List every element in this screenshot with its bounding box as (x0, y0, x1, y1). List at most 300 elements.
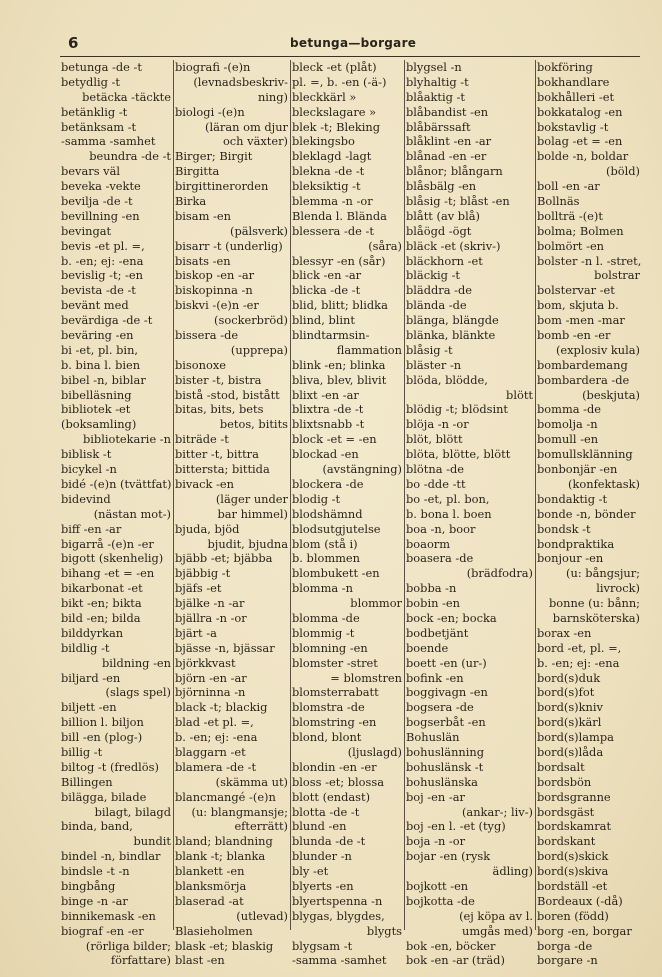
entry-line: bevärdiga -de -t (61, 313, 153, 328)
page-number: 6 (68, 34, 79, 52)
entry-line: blemma -n -or (292, 194, 373, 209)
entry-line: blygsam -t (292, 938, 353, 953)
entry-line: flammation (336, 342, 402, 357)
entry-line: bock -en; bocka (406, 610, 497, 625)
entry-line: bonne (u: bånn; (548, 596, 640, 611)
entry-line: livrock) (596, 581, 640, 596)
entry-line: blygsel -n (406, 60, 462, 74)
entry-line: bill -en (plog-) (61, 730, 143, 745)
entry-line: betänklig -t (61, 104, 128, 119)
entry-line: bar himmel) (217, 506, 288, 521)
entry-line: bondaktig -t (537, 491, 608, 506)
entry-line: boasera -de (406, 551, 474, 566)
entry-line: boja -n -or (406, 834, 466, 849)
entry-line: bjudit, bjudna (207, 536, 288, 551)
entry-line: bistå -stod, bistått (175, 387, 280, 402)
entry-line: blick -en -ar (292, 268, 362, 283)
entry-line: björninna -n (175, 685, 246, 700)
entry-line: bläckig -t (406, 268, 460, 283)
entry-line: bokhandlare (537, 74, 610, 89)
entry-line: (ljuslagd) (347, 744, 402, 759)
entry-line: bohuslänska (406, 774, 478, 789)
entry-line: bordsgäst (537, 804, 595, 819)
entry-line: blunda -de -t (292, 834, 366, 849)
entry-line: bolmört -en (537, 238, 605, 253)
entry-line: Bollnäs (537, 194, 580, 209)
entry-line: bevingat (61, 223, 112, 238)
entry-line: beundra -de -t (89, 149, 171, 164)
entry-line: blankett -en (175, 864, 245, 879)
entry-line: (ankar-; liv-) (461, 804, 533, 819)
entry-line: borgare -n (537, 953, 598, 968)
entry-line: billion l. biljon (61, 715, 144, 730)
entry-line: bister -t, bistra (175, 372, 262, 387)
entry-line: umgås med) (462, 923, 533, 938)
entry-line: b. -en; ej: -ena (61, 253, 144, 268)
entry-line: (såra) (368, 238, 402, 253)
entry-line: biltog -t (fredlös) (61, 759, 159, 774)
entry-line: bord(s)duk (537, 670, 601, 685)
entry-line: bigott (skenhelig) (61, 551, 164, 566)
entry-line: bjälke -n -ar (175, 596, 245, 611)
running-title: betunga—borgare (290, 36, 417, 50)
entry-line: bodbetjänt (406, 625, 469, 640)
entry-line: biff -en -ar (61, 521, 122, 536)
entry-line: binda, band, (61, 819, 133, 834)
entry-line: blotta -de -t (292, 804, 360, 819)
entry-line: blamera -de -t (175, 759, 257, 774)
entry-line: blöja -n -or (406, 417, 469, 432)
entry-line: biskop -en -ar (175, 268, 255, 283)
word-column-1 (60, 60, 174, 968)
entry-line: bord(s)kniv (537, 700, 603, 715)
entry-line: bomull -en (537, 432, 599, 447)
entry-line: blixtra -de -t (292, 402, 364, 417)
entry-line: borax -en (537, 625, 592, 640)
entry-line: blomning -en (292, 640, 368, 655)
entry-line: bland; blandning (175, 834, 273, 849)
entry-line: bomolja -n (537, 417, 598, 432)
entry-line: blanksmörja (175, 878, 247, 893)
entry-line: blank -t; blanka (175, 849, 266, 864)
entry-line: boende (406, 640, 449, 655)
entry-line: bolstervar -et (537, 283, 615, 298)
entry-line: blomstra -de (292, 700, 365, 715)
entry-line: biologi -(e)n (175, 104, 245, 119)
entry-line: binnikemask -en (61, 908, 156, 923)
entry-line: blancmangé -(e)n (175, 789, 276, 804)
entry-line: blomma -de (292, 610, 360, 625)
entry-line: blånad -en -er (406, 149, 487, 164)
entry-line: bjäfs -et (175, 581, 222, 596)
entry-line: blast -en (175, 953, 225, 968)
entry-line: betos, bitits (219, 417, 288, 432)
entry-line: blaggarn -et (175, 744, 246, 759)
entry-line: b. bina l. bien (61, 357, 141, 372)
entry-line: Bohuslän (406, 730, 460, 745)
entry-line: (avstängning) (322, 462, 402, 477)
entry-line: bittersta; bittida (175, 462, 270, 477)
entry-line: billig -t (61, 744, 103, 759)
entry-line: blända -de (406, 298, 467, 313)
entry-line: bjällra -n -or (175, 610, 247, 625)
entry-line: blåbärssaft (406, 119, 471, 134)
entry-line: betydlig -t (61, 74, 120, 89)
entry-line: b. -en; ej: -ena (537, 655, 620, 670)
entry-line: bevislig -t; -en (61, 268, 143, 283)
entry-line: blött (506, 387, 533, 402)
entry-line: bombardera -de (537, 372, 630, 387)
entry-line: (utlevad) (236, 908, 288, 923)
entry-line: bevillning -en (61, 208, 140, 223)
entry-line: bomma -de (537, 402, 602, 417)
entry-line: bolstrar (594, 268, 640, 283)
entry-line: bondpraktika (537, 536, 615, 551)
entry-line: bindsle -t -n (61, 864, 130, 879)
entry-line: bolde -n, boldar (537, 149, 629, 164)
entry-line: black -t; blackig (175, 700, 268, 715)
entry-line: boj -en -ar (406, 789, 465, 804)
entry-line: bläster -n (406, 357, 462, 372)
entry-line: bibliotekarie -n (82, 432, 171, 447)
entry-line: bolster -n l. -stret, (537, 253, 642, 268)
entry-line: bojar -en (rysk (406, 849, 491, 864)
entry-line: -samma -samhet (292, 953, 387, 968)
entry-line: blöta, blötte, blött (406, 447, 511, 462)
entry-line: blad -et pl. =, (175, 715, 254, 730)
entry-line: b. bona l. boen (406, 506, 492, 521)
entry-line: bordsalt (537, 759, 585, 774)
entry-line: blessyr -en (sår) (292, 253, 386, 268)
entry-line: bly -et (292, 864, 329, 879)
entry-line: Blenda l. Blända (292, 208, 387, 223)
entry-line: blödig -t; blödsint (406, 402, 509, 417)
entry-line: blåögd -ögt (406, 223, 472, 238)
entry-line: bord(s)fot (537, 685, 595, 700)
entry-line: blyerts -en (292, 878, 354, 893)
entry-line: blyertspenna -n (292, 893, 383, 908)
entry-line: bibliotek -et (61, 402, 131, 417)
entry-line: bivack -en (175, 476, 234, 491)
word-column-4 (405, 60, 536, 968)
entry-line: (boksamling) (61, 417, 137, 432)
entry-line: bidé -(e)n (tvättfat) (61, 476, 172, 491)
entry-line: pl. =, b. -en (-ä-) (292, 74, 387, 89)
entry-line: binge -n -ar (61, 893, 128, 908)
entry-line: bojkott -en (406, 878, 469, 893)
entry-line: bonde -n, bönder (537, 506, 636, 521)
entry-line: bjärt -a (175, 625, 217, 640)
entry-line: (sockerbröd) (214, 313, 288, 328)
entry-line: bicykel -n (61, 462, 117, 477)
entry-line: blek -t; Bleking (292, 119, 381, 134)
entry-line: bisarr -t (underlig) (175, 238, 283, 253)
entry-line: = blomstren (330, 670, 402, 685)
entry-line: bonjour -en (537, 551, 604, 566)
entry-line: bevista -de -t (61, 283, 136, 298)
entry-line: bleksiktig -t (292, 179, 361, 194)
entry-line: bläck -et (skriv-) (406, 238, 501, 253)
entry-line: biljard -en (61, 670, 121, 685)
entry-line: bleck -et (plåt) (292, 60, 377, 74)
entry-line: bok -en -ar (träd) (406, 953, 505, 968)
entry-line: bevars väl (61, 164, 121, 179)
entry-line: (konfektask) (568, 476, 640, 491)
entry-line: biskopinna -n (175, 283, 253, 298)
entry-line: blixtsnabb -t (292, 417, 365, 432)
entry-line: bolag -et = -en (537, 134, 623, 149)
entry-line: block -et = -en (292, 432, 377, 447)
word-column-3 (291, 60, 405, 968)
entry-line: bord(s)lampa (537, 730, 614, 745)
entry-line: blänga, blängde (406, 313, 499, 328)
entry-line: efterrätt) (234, 819, 288, 834)
entry-line: Birgitta (175, 164, 220, 179)
entry-line: bojkotta -de (406, 893, 475, 908)
entry-line: bundit (133, 834, 171, 849)
entry-line: bi -et, pl. bin, (61, 342, 139, 357)
entry-line: biträde -t (175, 432, 229, 447)
entry-line: b. blommen (292, 551, 361, 566)
entry-line: blygts (366, 923, 402, 938)
entry-line: blicka -de -t (292, 283, 361, 298)
entry-line: bokföring (537, 60, 593, 74)
entry-line: bjäbbig -t (175, 566, 231, 581)
entry-line: författare) (110, 953, 171, 968)
entry-line: (u: bångsjur; (566, 566, 640, 581)
entry-line: bord(s)skiva (537, 864, 609, 879)
entry-line: blessera -de -t (292, 223, 374, 238)
entry-line: barnsköterska) (552, 610, 640, 625)
entry-line: bogsera -de (406, 700, 474, 715)
entry-line: blind, blint (292, 313, 355, 328)
entry-line: bofink -en (406, 670, 464, 685)
entry-line: blodshämnd (292, 506, 363, 521)
entry-line: björkkvast (175, 655, 236, 670)
entry-line: blötna -de (406, 462, 464, 477)
entry-line: bohuslänning (406, 744, 485, 759)
entry-line: blåbandist -en (406, 104, 489, 119)
entry-line: blåsig -t; blåst -en (406, 194, 510, 209)
entry-line: bikarbonat -et (61, 581, 143, 596)
entry-line: blockad -en (292, 447, 359, 462)
entry-line: blåsig -t (406, 342, 453, 357)
entry-line: boggivagn -en (406, 685, 488, 700)
entry-line: (explosiv kula) (555, 342, 640, 357)
entry-line: (beskjuta) (582, 387, 640, 402)
entry-line: bok -en, böcker (406, 938, 496, 953)
entry-line: blomster -stret (292, 655, 378, 670)
entry-line: bordsbön (537, 774, 592, 789)
entry-line: blåklint -en -ar (406, 134, 492, 149)
word-column-5 (536, 60, 642, 968)
entry-line: bisam -en (175, 208, 231, 223)
entry-line: bohuslänsk -t (406, 759, 484, 774)
entry-line: blått (av blå) (406, 208, 480, 223)
entry-line: bläddra -de (406, 283, 473, 298)
entry-line: betäcka -täckte (82, 89, 171, 104)
entry-line: bingbång (61, 878, 116, 893)
entry-line: bokhålleri -et (537, 89, 615, 104)
entry-line: bevänt med (61, 298, 129, 313)
entry-line: bisonoxe (175, 357, 226, 372)
entry-line: blodig -t (292, 491, 341, 506)
entry-line: blomma -n (292, 581, 353, 596)
entry-line: biograf -en -er (61, 923, 144, 938)
entry-line: blommig -t (292, 625, 355, 640)
entry-line: bordskamrat (537, 819, 612, 834)
entry-line: boll -en -ar (537, 179, 600, 194)
entry-line: betänksam -t (61, 119, 137, 134)
entry-line: bindel -n, bindlar (61, 849, 161, 864)
entry-line: bjäbb -et; bjäbba (175, 551, 273, 566)
entry-line: Billingen (61, 774, 113, 789)
entry-line: bjässe -n, bjässar (175, 640, 275, 655)
entry-line: boren (född) (537, 908, 609, 923)
entry-line: blekingsbo (292, 134, 355, 149)
entry-line: blöda, blödde, (406, 372, 488, 387)
entry-line: (skämma ut) (215, 774, 288, 789)
entry-line: bolma; Bolmen (537, 223, 624, 238)
entry-line: blockera -de (292, 476, 364, 491)
entry-line: blodsutgjutelse (292, 521, 381, 536)
entry-line: boaorm (406, 536, 451, 551)
word-columns (60, 60, 642, 968)
entry-line: bibelläsning (61, 387, 132, 402)
entry-line: biskvi -(e)n -er (175, 298, 259, 313)
entry-line: blund -en (292, 819, 347, 834)
entry-line: blåaktig -t (406, 89, 465, 104)
entry-line: beveka -vekte (61, 179, 141, 194)
entry-line: bevis -et pl. =, (61, 238, 145, 253)
entry-line: björn -en -ar (175, 670, 247, 685)
entry-line: bo -et, pl. bon, (406, 491, 490, 506)
entry-line: bomullsklänning (537, 447, 633, 462)
entry-line: bondsk -t (537, 521, 591, 536)
entry-line: bokstavlig -t (537, 119, 609, 134)
entry-line: bord -et, pl. =, (537, 640, 622, 655)
entry-line: (levnadsbeskriv- (193, 74, 288, 89)
entry-line: bläckhorn -et (406, 253, 483, 268)
entry-line: biblisk -t (61, 447, 112, 462)
entry-line: bokkatalog -en (537, 104, 623, 119)
entry-line: bordsgranne (537, 789, 611, 804)
entry-line: blond, blont (292, 730, 362, 745)
entry-line: blänka, blänkte (406, 328, 496, 343)
entry-line: borga -de (537, 938, 593, 953)
entry-line: Blasieholmen (175, 923, 253, 938)
entry-line: (nästan mot-) (93, 506, 171, 521)
entry-line: bigarrå -(e)n -er (61, 536, 154, 551)
entry-line: bloss -et; blossa (292, 774, 385, 789)
entry-line: betunga -de -t (61, 60, 142, 74)
entry-line: b. -en; ej: -ena (175, 730, 258, 745)
entry-line: blombukett -en (292, 566, 380, 581)
entry-line: Bordeaux (-då) (537, 893, 623, 908)
entry-line: blommor (350, 596, 402, 611)
entry-line: blunder -n (292, 849, 352, 864)
entry-line: -samma -samhet (61, 134, 156, 149)
entry-line: bildlig -t (61, 640, 110, 655)
entry-line: bollträ -(e)t (537, 208, 603, 223)
entry-line: bissera -de (175, 328, 239, 343)
entry-line: blygas, blygdes, (292, 908, 385, 923)
entry-line: bevilja -de -t (61, 194, 133, 209)
entry-line: blomstring -en (292, 715, 377, 730)
entry-line: bidevind (61, 491, 111, 506)
header-rule (60, 56, 640, 57)
entry-line: (läger under (215, 491, 288, 506)
entry-line: bombardemang (537, 357, 628, 372)
word-column-2 (174, 60, 291, 968)
entry-line: blott (endast) (292, 789, 371, 804)
entry-line: blondin -en -er (292, 759, 377, 774)
entry-line: (böld) (606, 164, 640, 179)
entry-line: blink -en; blinka (292, 357, 386, 372)
entry-line: bordställ -et (537, 878, 608, 893)
entry-line: bjuda, bjöd (175, 521, 240, 536)
entry-line: ädling) (492, 864, 533, 879)
entry-line: bom, skjuta b. (537, 298, 619, 313)
entry-line: bonbonjär -en (537, 462, 618, 477)
entry-line: bildning -en (101, 655, 171, 670)
entry-line: blid, blitt; blidka (292, 298, 388, 313)
entry-line: blindtarmsin- (292, 328, 370, 343)
entry-line: bihang -et = -en (61, 566, 155, 581)
entry-line: blyhaltig -t (406, 74, 469, 89)
entry-line: (slags spel) (105, 685, 171, 700)
entry-line: bitter -t, bittra (175, 447, 259, 462)
entry-line: bobin -en (406, 596, 460, 611)
entry-line: biografi -(e)n (175, 60, 251, 74)
entry-line: och växter) (222, 134, 288, 149)
entry-line: bord(s)skick (537, 849, 609, 864)
page-header (58, 32, 630, 54)
entry-line: (pälsverk) (230, 223, 288, 238)
entry-line: blaserad -at (175, 893, 244, 908)
entry-line: bisats -en (175, 253, 231, 268)
entry-line: (upprepa) (230, 342, 288, 357)
entry-line: bordskant (537, 834, 596, 849)
entry-line: bord(s)kärl (537, 715, 602, 730)
entry-line: (ej köpa av l. (459, 908, 533, 923)
entry-line: bogserbåt -en (406, 715, 486, 730)
entry-line: bobba -n (406, 581, 457, 596)
entry-line: blånor; blångarn (406, 164, 503, 179)
entry-line: bliva, blev, blivit (292, 372, 387, 387)
entry-line: bleklagd -lagt (292, 149, 372, 164)
entry-line: bikt -en; bikta (61, 596, 142, 611)
entry-line: blask -et; blaskig (175, 938, 274, 953)
entry-line: blåsbälg -en (406, 179, 477, 194)
entry-line: bilagt, bilagd (94, 804, 171, 819)
entry-line: bleckslagare » (292, 104, 377, 119)
entry-line: (rörliga bilder; (85, 938, 171, 953)
entry-line: bleckkärl » (292, 89, 357, 104)
entry-line: blixt -en -ar (292, 387, 359, 402)
entry-line: beväring -en (61, 328, 134, 343)
entry-line: blöt, blött (406, 432, 463, 447)
entry-line: (läran om djur (205, 119, 288, 134)
entry-line: boett -en (ur-) (406, 655, 487, 670)
entry-line: (brädfodra) (466, 566, 533, 581)
entry-line: blomsterrabatt (292, 685, 379, 700)
entry-line: (u: blangmansje; (191, 804, 288, 819)
entry-line: bom -men -mar (537, 313, 625, 328)
entry-line: borg -en, borgar (537, 923, 632, 938)
entry-line: Birger; Birgit (175, 149, 253, 164)
entry-line: bilägga, bilade (61, 789, 147, 804)
